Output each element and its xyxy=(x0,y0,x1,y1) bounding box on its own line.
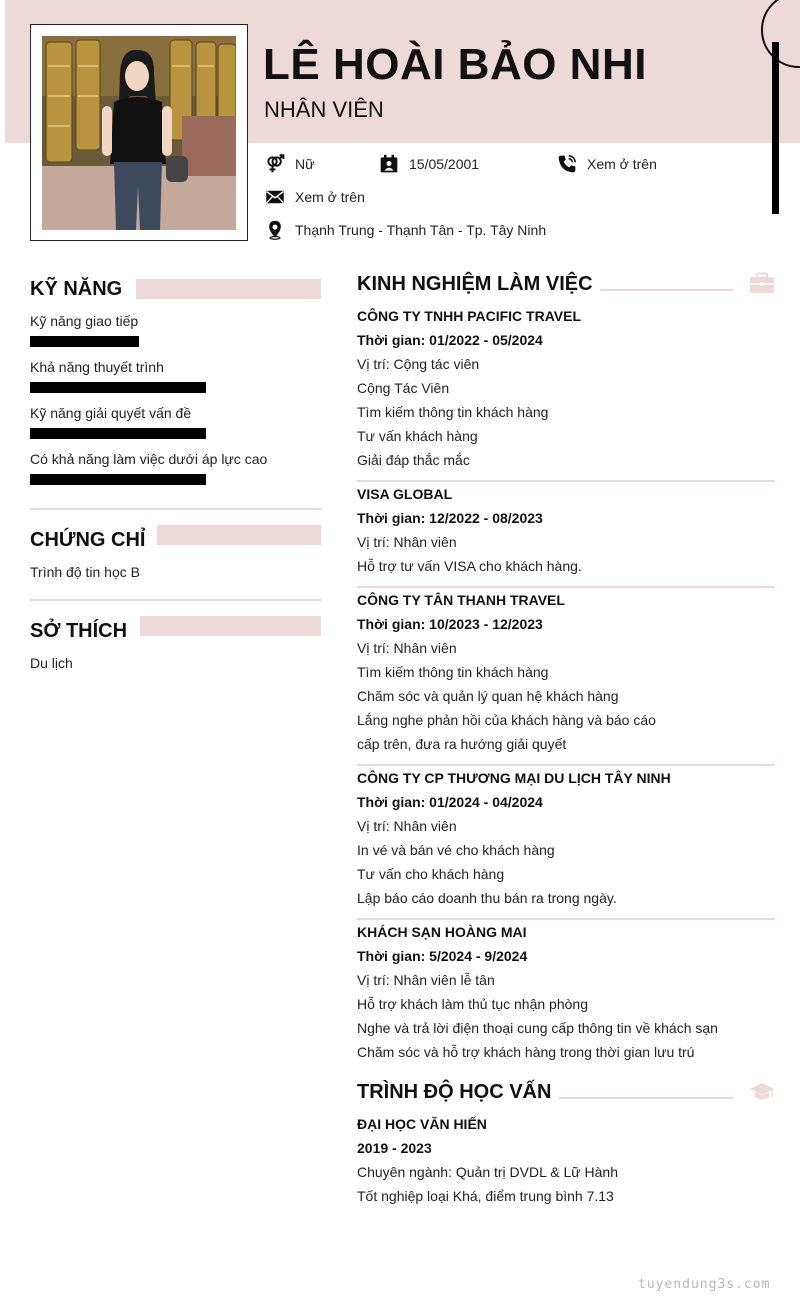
skills-title: KỸ NĂNG xyxy=(30,278,123,300)
job-period: Thời gian: 10/2023 - 12/2023 xyxy=(357,616,543,632)
section-divider xyxy=(30,599,321,601)
job-line: Tư vấn khách hàng xyxy=(357,428,478,444)
education-period: 2019 - 2023 xyxy=(357,1140,432,1156)
education-entry xyxy=(357,1112,775,1208)
job-line: Lập báo cáo doanh thu bán ra trong ngày. xyxy=(357,890,617,906)
job-entry xyxy=(357,920,775,1064)
candidate-title: NHÂN VIÊN xyxy=(264,97,384,122)
job-line: Tìm kiếm thông tin khách hàng xyxy=(357,404,549,420)
graduation-cap-icon xyxy=(749,1081,775,1103)
education-line: Tốt nghiệp loại Khá, điểm trung bình 7.13 xyxy=(357,1188,614,1204)
profile-photo-illustration xyxy=(42,36,236,230)
email-icon xyxy=(265,187,285,207)
job-line: Chăm sóc và quản lý quan hệ khách hàng xyxy=(357,688,619,704)
certificates-title-bar xyxy=(157,525,321,545)
job-line: Vị trí: Nhân viên xyxy=(357,640,457,656)
job-line: Giải đáp thắc mắc xyxy=(357,452,470,468)
experience-title-line xyxy=(600,289,733,291)
info-address xyxy=(265,220,546,240)
info-gender xyxy=(265,154,314,174)
profile-photo xyxy=(42,36,236,230)
skill-level-bar xyxy=(30,428,206,439)
job-company: CÔNG TY TNHH PACIFIC TRAVEL xyxy=(357,308,581,324)
candidate-name: LÊ HOÀI BẢO NHI xyxy=(263,40,647,89)
skill-label: Kỹ năng giao tiếp xyxy=(30,313,139,329)
decorative-bar xyxy=(772,42,779,214)
job-period: Thời gian: 01/2024 - 04/2024 xyxy=(357,794,543,810)
gender-value: Nữ xyxy=(295,156,315,172)
job-company: KHÁCH SẠN HOÀNG MAI xyxy=(357,924,527,940)
job-company: VISA GLOBAL xyxy=(357,486,453,502)
hobbies-title-bar xyxy=(140,616,321,636)
watermark: tuyendung3s.com xyxy=(638,1277,771,1292)
info-email xyxy=(265,187,365,207)
education-line: Chuyên ngành: Quản trị DVDL & Lữ Hành xyxy=(357,1164,619,1180)
job-entry xyxy=(357,482,775,578)
job-line: Tư vấn cho khách hàng xyxy=(357,866,505,882)
job-entry xyxy=(357,588,775,756)
job-line: Vị trí: Nhân viên lễ tân xyxy=(357,972,495,988)
briefcase-icon xyxy=(749,272,775,294)
job-line: Vị trí: Nhân viên xyxy=(357,818,457,834)
location-icon xyxy=(265,220,285,240)
skill-label: Có khả năng làm việc dưới áp lực cao xyxy=(30,451,268,467)
job-line: Nghe và trả lời điện thoại cung cấp thông tin về khách sạn xyxy=(357,1020,718,1036)
phone-value: Xem ở trên xyxy=(587,156,657,172)
calendar-icon xyxy=(379,154,399,174)
info-phone xyxy=(557,154,657,174)
job-line: Vị trí: Cộng tác viên xyxy=(357,356,480,372)
job-line: Vị trí: Nhân viên xyxy=(357,534,457,550)
job-line: cấp trên, đưa ra hướng giải quyết xyxy=(357,736,567,752)
hobbies-title: SỞ THÍCH xyxy=(30,620,128,642)
job-line: Chăm sóc và hỗ trợ khách hàng trong thời gian lưu trú xyxy=(357,1044,695,1060)
gender-icon xyxy=(265,154,285,174)
skill-label: Kỹ năng giải quyết vấn đề xyxy=(30,405,192,421)
job-period: Thời gian: 01/2022 - 05/2024 xyxy=(357,332,543,348)
certificate-item: Trình độ tin học B xyxy=(30,564,140,580)
skill-level-bar xyxy=(30,382,206,393)
job-line: In vé và bán vé cho khách hàng xyxy=(357,842,555,858)
skill-label: Khả năng thuyết trình xyxy=(30,359,164,375)
section-divider xyxy=(30,508,321,510)
experience-title: KINH NGHIỆM LÀM VIỆC xyxy=(357,273,593,295)
job-line: Cộng Tác Viên xyxy=(357,380,450,396)
job-entry xyxy=(357,766,775,910)
education-title: TRÌNH ĐỘ HỌC VẤN xyxy=(357,1081,552,1103)
skill-level-bar xyxy=(30,336,139,347)
info-birthdate xyxy=(379,154,479,174)
address-value: Thạnh Trung - Thạnh Tân - Tp. Tây Ninh xyxy=(295,222,547,238)
job-line: Hỗ trợ khách làm thủ tục nhận phòng xyxy=(357,996,588,1012)
education-title-line xyxy=(559,1097,733,1099)
skill-level-bar xyxy=(30,474,206,485)
hobby-item: Du lịch xyxy=(30,655,73,671)
job-company: CÔNG TY CP THƯƠNG MẠI DU LỊCH TÂY NINH xyxy=(357,770,671,786)
job-period: Thời gian: 12/2022 - 08/2023 xyxy=(357,510,543,526)
email-value: Xem ở trên xyxy=(295,189,365,205)
phone-icon xyxy=(557,154,577,174)
job-entry xyxy=(357,304,775,472)
job-line: Lắng nghe phản hồi của khách hàng và báo cáo xyxy=(357,712,656,728)
certificates-title: CHỨNG CHỈ xyxy=(30,529,146,551)
job-company: CÔNG TY TÂN THANH TRAVEL xyxy=(357,592,565,608)
job-period: Thời gian: 5/2024 - 9/2024 xyxy=(357,948,528,964)
education-school: ĐẠI HỌC VĂN HIẾN xyxy=(357,1116,487,1132)
job-line: Hỗ trợ tư vấn VISA cho khách hàng. xyxy=(357,558,582,574)
skills-title-bar xyxy=(136,279,321,299)
job-line: Tìm kiếm thông tin khách hàng xyxy=(357,664,549,680)
birthdate-value: 15/05/2001 xyxy=(409,156,480,172)
